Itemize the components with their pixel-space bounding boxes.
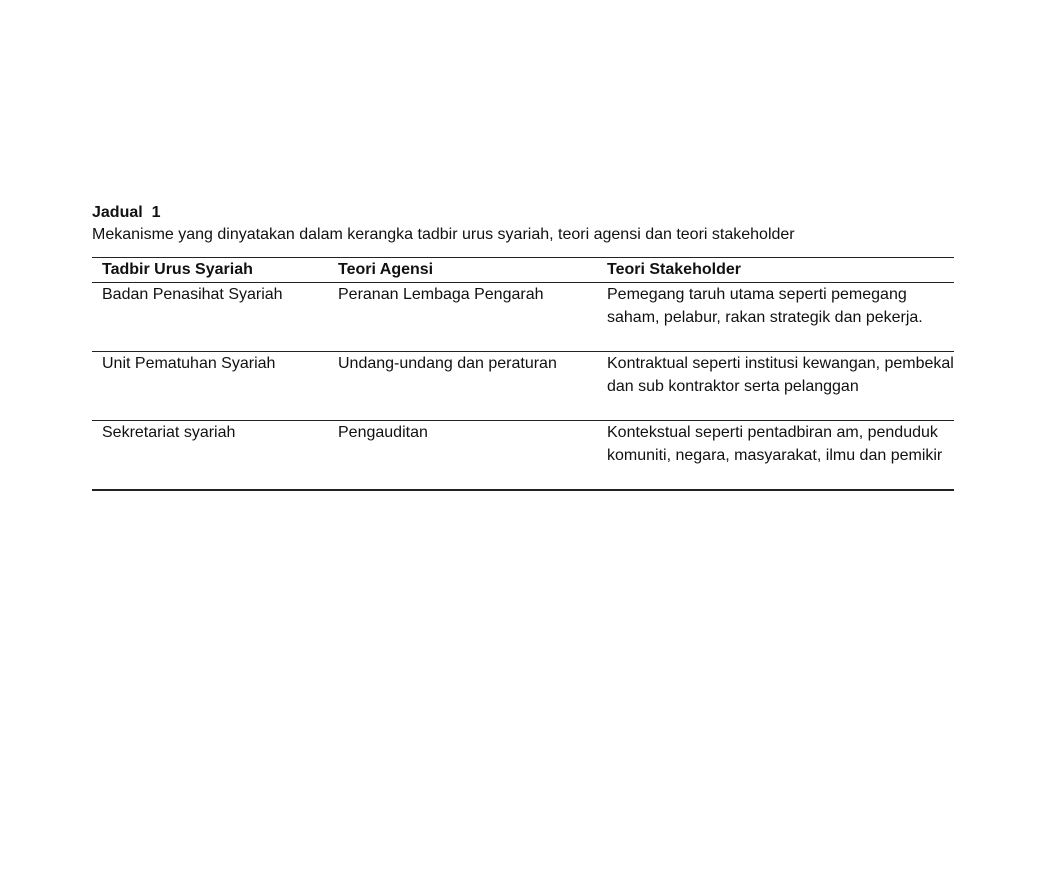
column-header-teori-agensi: Teori Agensi [328, 258, 597, 283]
table-caption: Mekanisme yang dinyatakan dalam kerangka tadbir urus syariah, teori agensi dan teori stakeholder [92, 226, 795, 243]
table-cell: Peranan Lembaga Pengarah [328, 283, 597, 352]
table-cell: Unit Pematuhan Syariah [92, 352, 328, 421]
table-row [92, 283, 954, 352]
table-cell: Sekretariat syariah [92, 421, 328, 491]
header-row [92, 258, 954, 283]
table-cell: Undang-undang dan peraturan [328, 352, 597, 421]
column-header-teori-stakeholder: Teori Stakeholder [597, 258, 954, 283]
table-label: Jadual 1 [92, 204, 161, 221]
data-table [92, 257, 954, 491]
table-cell: Pengauditan [328, 421, 597, 491]
table-block [92, 202, 954, 491]
column-header-tadbir-urus: Tadbir Urus Syariah [92, 258, 328, 283]
table-cell: Kontraktual seperti institusi kewangan, pembekal dan sub kontraktor serta pelanggan [597, 352, 954, 421]
table-cell: Pemegang taruh utama seperti pemegang saham, pelabur, rakan strategik dan pekerja. [597, 283, 954, 352]
table-cell: Badan Penasihat Syariah [92, 283, 328, 352]
table-row [92, 352, 954, 421]
table-row [92, 421, 954, 491]
table-cell: Kontekstual seperti pentadbiran am, penduduk komuniti, negara, masyarakat, ilmu dan pemikir [597, 421, 954, 491]
